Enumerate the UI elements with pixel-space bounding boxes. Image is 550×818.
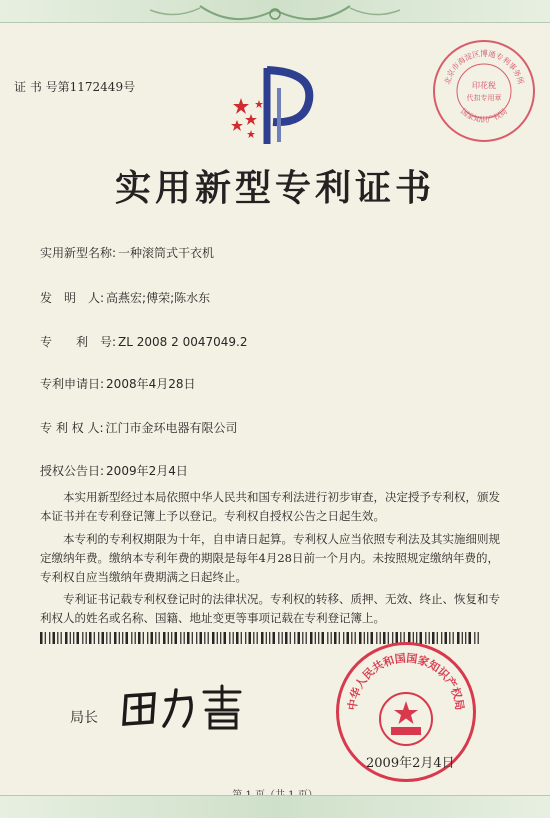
field-patent-number: [40, 333, 247, 350]
paragraph-text: 本实用新型经过本局依照中华人民共和国专利法进行初步审查，决定授予专利权，颁发本证书并在专利登记簿上予以登记。专利权自授权公告之日起生效。: [40, 490, 500, 523]
field-value: 2009年2月4日: [106, 464, 188, 478]
field-utility-model-name: [40, 244, 214, 261]
director-signature: [118, 682, 248, 732]
field-value: ZL 2008 2 0047049.2: [118, 335, 248, 349]
field-label: 实用新型名称:: [40, 246, 117, 260]
top-ornament: [0, 0, 550, 40]
body-paragraph-1: [40, 488, 510, 526]
field-label: 授权公告日:: [40, 464, 105, 478]
field-grant-date: [40, 462, 188, 479]
field-label: 专 利 号:: [40, 335, 117, 349]
issue-date: 2009年2月4日: [366, 756, 455, 771]
field-value: 江门市金环电器有限公司: [105, 421, 238, 435]
tax-stamp-line1: 印花税: [472, 81, 496, 90]
field-label: 专利申请日:: [40, 377, 105, 391]
svg-text:国家知识产权局: [459, 107, 509, 124]
director-label: 局长: [70, 710, 98, 726]
paragraph-text: 本专利的专利权期限为十年，自申请日起算。专利权人应当依照专利法及其实施细则规定缴纳年费。缴纳本专利年费的期限是每年4月28日前一个月内。未按照规定缴纳年费的，专利权自应当缴纳年费期满之日起终止。: [40, 532, 500, 584]
body-paragraph-2: [40, 530, 510, 587]
patent-office-logo: [225, 62, 315, 150]
field-value: 一种滚筒式干衣机: [118, 246, 215, 260]
field-application-date: [40, 375, 196, 392]
tax-stamp-line2: 代扣专用章: [466, 94, 502, 102]
field-patentee: [40, 419, 238, 436]
tax-stamp-seal: [433, 40, 535, 142]
body-paragraph-3: [40, 590, 510, 628]
tax-stamp-graphic: [435, 42, 533, 140]
field-value: 2008年4月28日: [106, 377, 196, 391]
field-label: 发 明 人:: [40, 291, 105, 305]
tax-stamp-ring-text: 北京市海淀区博通专利事务所: [442, 49, 526, 86]
field-label: 专 利 权 人:: [40, 421, 104, 435]
document-title: 实用新型专利证书: [114, 167, 435, 209]
bottom-frame-border: [0, 795, 550, 818]
paragraph-text: 专利证书记载专利权登记时的法律状况。专利权的转移、质押、无效、终止、恢复和专利权人的姓名或名称、国籍、地址变更等事项记载在专利登记簿上。: [40, 592, 500, 625]
field-inventors: [40, 289, 210, 306]
svg-text:中华人民共和国国家知识产权局: [345, 651, 466, 711]
tax-stamp-bottom-text: 国家知识产权局: [459, 106, 509, 125]
certificate-number: 证 书 号第1172449号: [14, 80, 136, 94]
field-value: 高燕宏;傅荣;陈水东: [106, 291, 211, 305]
official-seal-text: 中华人民共和国国家知识产权局: [345, 651, 467, 711]
